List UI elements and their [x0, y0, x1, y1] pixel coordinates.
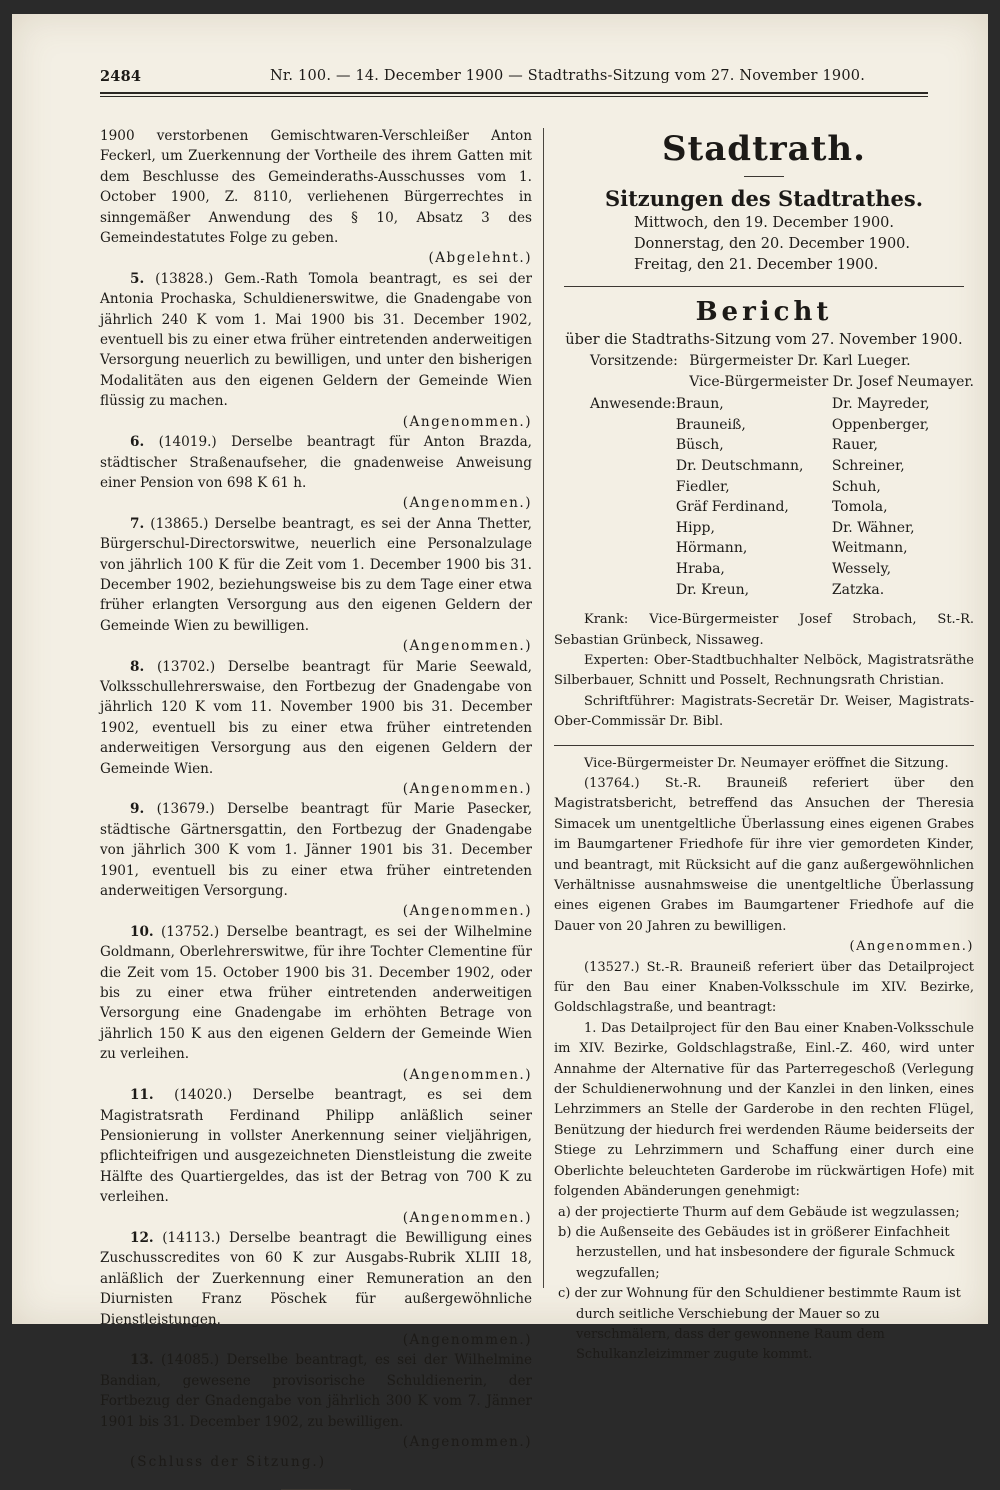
attendee: Hörmann,: [675, 540, 748, 557]
motion-number: 5.: [130, 270, 145, 287]
motion-result: (Angenommen.): [402, 1209, 532, 1226]
session-date: Freitag, den 21. December 1900.: [634, 257, 879, 273]
motion-number: 6.: [130, 434, 145, 451]
left-column: [100, 126, 532, 1490]
secretary-note: Schriftführer: Magistrats-Secretär Dr. Weiser, Magistrats-Ober-Commissär Dr. Bibl.: [554, 693, 974, 730]
attendee: Schuh,: [831, 478, 881, 495]
report-subheading: über die Stadtraths-Sitzung vom 27. November 1900.: [565, 331, 963, 348]
amendment-item: b) die Außenseite des Gebäudes ist in größerer Einfachheit herzustellen, und hat insbesondere der figurale Schmuck wegzufallen;: [558, 1224, 955, 1281]
session-date: Mittwoch, den 19. December 1900.: [634, 215, 895, 231]
attendee: Rauer,: [831, 437, 878, 454]
grave-motion: (13764.) St.-R. Brauneiß referiert über den Magistratsbericht, betreffend das Ansuchen der Theresia Simacek um unentgeltliche Überlassung eines eigenen Grabes im Baumgartener Friedhofe für ihre vier gemordeten Kinder, und beantragt, mit Rücksicht auf die ganz außergewöhnlichen Verhältnisse ausnahmsweise die unentgeltliche Überlassung eines eigenen Grabes im Baumgartener Friedhofe auf die Dauer von 20 Jahren zu bewilligen.: [554, 775, 974, 934]
chair-name: Bürgermeister Dr. Karl Lueger.: [689, 353, 911, 369]
motion-12: [100, 1228, 532, 1350]
motion-11: [100, 1085, 532, 1228]
grave-motion-result: (Angenommen.): [849, 939, 974, 955]
motion-text: (14113.) Derselbe beantragt die Bewilligung eines Zuschusscredites von 60 K zur Ausgabs-Rubrik XLIII 18, anläßlich der Zuerkennung einer Remuneration an den Diurnisten Franz Pöschek für außergewöhnliche Dienstleistungen.: [100, 1229, 532, 1328]
proceedings-rule: [554, 745, 974, 746]
motion-6: [100, 432, 532, 514]
spacer: [554, 600, 974, 610]
motion-text: (14085.) Derselbe beantragt, es sei der Wilhelmine Bandian, gewesene provisorische Schuldienerin, der Fortbezug der Gnadengabe von jährlich 300 K vom 7. Jänner 1901 bis 31. December 1902, zu bewilligen.: [100, 1352, 533, 1430]
motion-text: (13828.) Gem.-Rath Tomola beantragt, es sei der Antonia Prochaska, Schuldienerswitwe, die Gnadengabe von jährlich 240 K vom 1. Mai 1900 bis 31. December 1902, eventuell bis zu einer etwa früher eintretenden anderweitigen Versorgung neuerlich zu bewilligen, und unter den bisherigen Modalitäten aus den eigenen Geldern der Gemeinde Wien flüssig zu machen.: [100, 270, 532, 410]
motion-result: (Angenommen.): [402, 495, 532, 512]
amendment-item: c) der zur Wohnung für den Schuldiener bestimmte Raum ist durch seitliche Verschiebung der Mauer so zu verschmälern, dass der gewonnene Raum dem Schulkanzleizimmer zugute kommt.: [558, 1286, 961, 1363]
motion-number: 13.: [130, 1352, 154, 1369]
chairs-label: Vorsitzende:: [590, 353, 678, 369]
motion-result: (Angenommen.): [402, 1066, 532, 1083]
opening-line: Vice-Bürgermeister Dr. Neumayer eröffnet die Sitzung.: [584, 755, 949, 771]
report-heading: Bericht: [695, 297, 833, 327]
attendee: Zatzka.: [831, 581, 885, 598]
page-header: [100, 68, 928, 102]
page-number: 2484: [100, 68, 142, 85]
attendee: Brauneiß,: [675, 416, 746, 433]
header-title: Nr. 100. — 14. December 1900 — Stadtraths-Sitzung vom 27. November 1900.: [270, 68, 866, 84]
motion-8: [100, 657, 532, 800]
motion-result: (Angenommen.): [402, 781, 532, 797]
motion-number: 12.: [130, 1229, 154, 1246]
motion-result: (Angenommen.): [402, 903, 532, 920]
attendee: Oppenberger,: [831, 416, 930, 433]
section-rule: [564, 286, 964, 287]
motion-number: 9.: [130, 801, 145, 818]
motion-result: (Angenommen.): [402, 638, 532, 655]
title-rule: [744, 176, 784, 177]
experts-note: Experten: Ober-Stadtbuchhalter Nelböck, Magistratsräthe Silberbauer, Schnitt und Posselt, Rechnungsrath Christian.: [554, 652, 974, 689]
motion-result: (Angenommen.): [402, 1331, 532, 1348]
attendee: Wessely,: [831, 560, 892, 577]
attendee: Büsch,: [675, 437, 724, 454]
section-subtitle: Sitzungen des Stadtrathes.: [604, 186, 924, 211]
motion-number: 11.: [130, 1087, 154, 1104]
motion-text: (13865.) Derselbe beantragt, es sei der Anna Thetter, Bürgerschul-Directorswitwe, neuerlich eine Personalzulage von jährlich 100 K für die Zeit vom 1. December 1900 bis 31. December 1902, beziehungsweise bis zu dem Tage einer etwa früher erlangten Versorgung aus den eigenen Geldern der Gemeinde Wien zu bewilligen.: [100, 515, 532, 634]
motion-text: (13679.) Derselbe beantragt für Marie Pasecker, städtische Gärtnersgattin, den Fortbezug der Gnadengabe von jährlich 300 K vom 1. Jänner 1901 bis 31. December 1901, eventuell bis zu einer etwa früher eintretenden anderweitigen Versorgung.: [100, 801, 532, 900]
motion-9: [100, 799, 532, 921]
school-motion-item-1: 1. Das Detailproject für den Bau einer Knaben-Volksschule im XIV. Bezirke, Goldschlagstraße, Einl.-Z. 460, wird unter Annahme der Alternative für das Parterregeschoß (Verlegung der Schuldienerwohnung und der Kanzlei in den linken, eines Lehrzimmers an Stelle der Garderobe in den rechten Flügel, Benützung der hiedurch frei werdenden Räume beiderseits der Stiege zu Lehrzimmern und Schaffung einer durch eine Oberlichte beleuchteten Garderobe im rückwärtigen Hofe) mit folgenden Abänderungen genehmigt:: [554, 1020, 974, 1200]
header-rule: [100, 92, 928, 94]
motion-7: [100, 514, 532, 657]
motion-number: 10.: [130, 923, 154, 940]
attendee: Braun,: [675, 396, 724, 413]
session-date: Donnerstag, den 20. December 1900.: [634, 236, 911, 252]
motion-number: 8.: [130, 658, 145, 675]
motion-13: [100, 1350, 532, 1452]
attendee: Dr. Mayreder,: [831, 396, 930, 413]
right-column: [554, 126, 974, 1366]
attendee: Fiedler,: [675, 478, 730, 495]
closing-line: (Schluss der Sitzung.): [130, 1454, 327, 1471]
motion-10: [100, 922, 532, 1085]
attendee: Hraba,: [675, 560, 725, 577]
intro-result: (Abgelehnt.): [428, 250, 532, 267]
chair-name: Vice-Bürgermeister Dr. Josef Neumayer.: [689, 373, 974, 390]
attendee: Schreiner,: [831, 457, 905, 474]
motion-text: (13752.) Derselbe beantragt, es sei der Wilhelmine Goldmann, Oberlehrerswitwe, für ihre Tochter Clementine für die Zeit vom 15. October 1900 bis 31. December 1902, oder bis zu einer etwa früher eintretenden anderweitigen Versorgung eine Gnadengabe im erhöhten Betrage von jährlich 150 K aus den eigenen Geldern der Gemeinde Wien zu verleihen.: [100, 923, 533, 1063]
attendees-label: Anwesende:: [590, 396, 676, 413]
amendment-item: a) der projectierte Thurm auf dem Gebäude ist wegzulassen;: [558, 1204, 960, 1220]
attendee: Dr. Deutschmann,: [675, 457, 804, 474]
motion-number: 7.: [130, 515, 145, 532]
column-divider: [543, 128, 544, 1288]
newspaper-page: [12, 14, 988, 1471]
motion-result: (Angenommen.): [402, 1434, 532, 1450]
attendee: Weitmann,: [831, 540, 908, 557]
motion-text: (14020.) Derselbe beantragt, es sei dem Magistratsrath Ferdinand Philipp anläßlich seiner Pensionierung in vollster Anerkennung seiner vieljährigen, pflichteifrigen und ausgezeichneten Dienstleistung die zweite Hälfte des Quartiergeldes, das ist der Betrag von 700 K zu verleihen.: [100, 1087, 532, 1206]
attendee: Tomola,: [831, 499, 888, 516]
amendment-list: [554, 1203, 974, 1366]
attendees-table: [554, 394, 930, 600]
motion-text: (14019.) Derselbe beantragt für Anton Brazda, städtischer Straßenaufseher, die gnadenweise Anweisung einer Pension von 698 K 61 h.: [100, 434, 533, 491]
motion-result: (Angenommen.): [402, 413, 532, 430]
attendee: Dr. Wähner,: [831, 519, 915, 536]
header-rule-thin: [100, 96, 928, 97]
motion-text: (13702.) Derselbe beantragt für Marie Seewald, Volksschullehrerswaise, den Fortbezug der Gnadengabe von jährlich 120 K vom 11. November 1900 bis 31. December 1902, eventuell bis zu einer etwa früher eintretenden anderweitigen Versorgung aus den eigenen Geldern der Gemeinde Wien.: [100, 658, 532, 777]
attendee: Dr. Kreun,: [675, 581, 750, 598]
attendee: Hipp,: [675, 519, 715, 536]
intro-paragraph: 1900 verstorbenen Gemischtwaren-Verschleißer Anton Feckerl, um Zuerkennung der Vortheile des ihrem Gatten mit dem Beschlusse des Gemeinderaths-Ausschusses vom 1. October 1900, Z. 8110, verliehenen Bürgerrechtes in sinngemäßer Anwendung des § 10, Absatz 3 des Gemeindestatutes Folge zu geben.: [100, 128, 532, 247]
chairs-table: [554, 351, 974, 392]
absent-note: Krank: Vice-Bürgermeister Josef Strobach, St.-R. Sebastian Grünbeck, Nissaweg.: [554, 612, 974, 648]
school-motion: (13527.) St.-R. Brauneiß referiert über das Detailproject für den Bau einer Knaben-Volksschule im XIV. Bezirke, Goldschlagstraße, und beantragt:: [554, 959, 974, 1016]
section-title: Stadtrath.: [662, 129, 866, 169]
motion-5: [100, 269, 532, 432]
attendee: Gräf Ferdinand,: [675, 499, 789, 516]
